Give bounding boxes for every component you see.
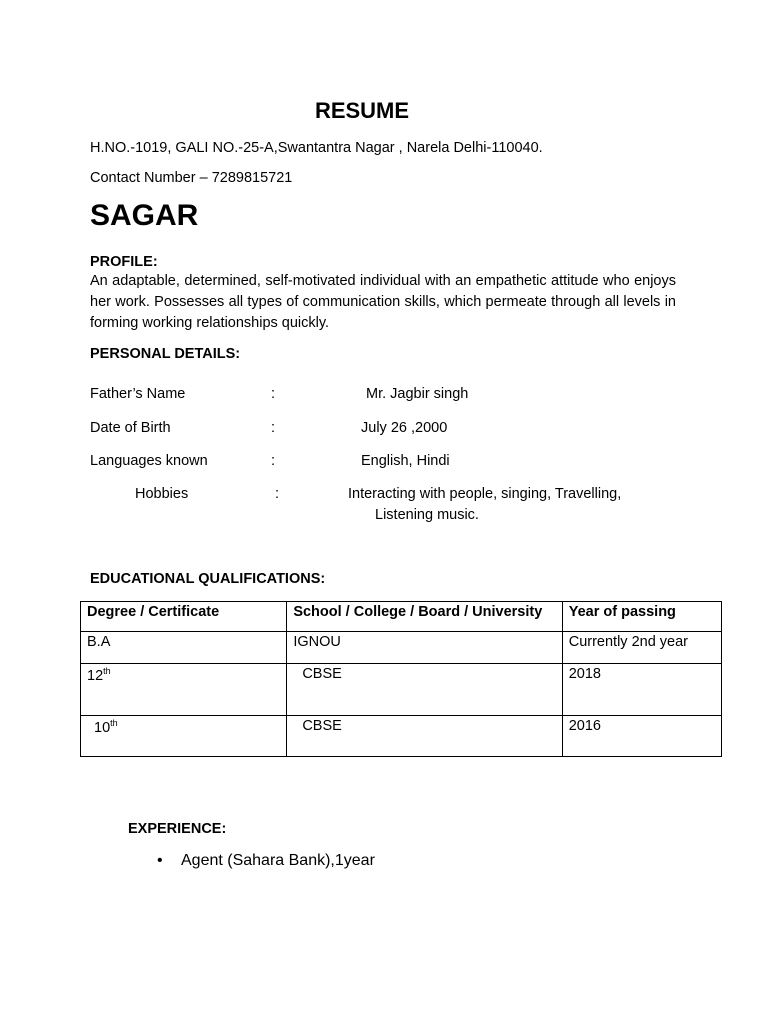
table-header-row <box>81 602 722 632</box>
hobbies-label: Hobbies <box>135 486 189 502</box>
degree-text: 12 <box>87 667 104 684</box>
education-table <box>80 601 722 757</box>
candidate-name: SAGAR <box>90 199 199 232</box>
year-cell: 2018 <box>562 664 721 716</box>
languages-value: English, Hindi <box>361 453 450 469</box>
languages-label: Languages known <box>90 453 208 469</box>
dob-label: Date of Birth <box>90 420 171 436</box>
degree-cell <box>81 664 287 716</box>
degree-text: 10 <box>94 719 111 736</box>
resume-title: RESUME <box>314 98 410 123</box>
separator: : <box>271 453 276 469</box>
profile-heading: PROFILE: <box>90 254 158 270</box>
degree-superscript: th <box>103 666 111 676</box>
experience-heading: EXPERIENCE: <box>128 821 227 837</box>
column-header-year: Year of passing <box>562 602 721 632</box>
contact-number: Contact Number – 7289815721 <box>90 170 293 186</box>
hobbies-value-line2: Listening music. <box>375 507 479 523</box>
fathers-name-value: Mr. Jagbir singh <box>366 386 469 402</box>
degree-text: B.A <box>87 634 111 650</box>
school-cell: IGNOU <box>287 632 562 664</box>
separator: : <box>271 386 276 402</box>
fathers-name-label: Father’s Name <box>90 386 186 402</box>
table-row <box>81 716 722 757</box>
degree-cell <box>81 716 287 757</box>
column-header-degree: Degree / Certificate <box>81 602 287 632</box>
year-cell: 2016 <box>562 716 721 757</box>
degree-superscript: th <box>110 718 118 728</box>
experience-item: Agent (Sahara Bank),1year <box>181 852 375 869</box>
school-cell: CBSE <box>287 664 562 716</box>
dob-value: July 26 ,2000 <box>361 420 448 436</box>
degree-cell <box>81 632 287 664</box>
profile-text: An adaptable, determined, self-motivated individual with an empathetic attitude who enjoys her work. Possesses all types of communication skills, which permeate through all levels in forming working relationships quickly. <box>90 273 676 331</box>
personal-details-heading: PERSONAL DETAILS: <box>90 346 241 362</box>
year-cell: Currently 2nd year <box>562 632 721 664</box>
separator: : <box>275 486 280 502</box>
table-row <box>81 664 722 716</box>
hobbies-value-line1: Interacting with people, singing, Travelling, <box>348 486 622 502</box>
education-heading: EDUCATIONAL QUALIFICATIONS: <box>90 571 326 587</box>
school-cell: CBSE <box>287 716 562 757</box>
column-header-school: School / College / Board / University <box>287 602 562 632</box>
table-row <box>81 632 722 664</box>
separator: : <box>271 420 276 436</box>
bullet-icon: • <box>157 852 163 869</box>
address: H.NO.-1019, GALI NO.-25-A,Swantantra Nagar , Narela Delhi-110040. <box>90 140 543 156</box>
